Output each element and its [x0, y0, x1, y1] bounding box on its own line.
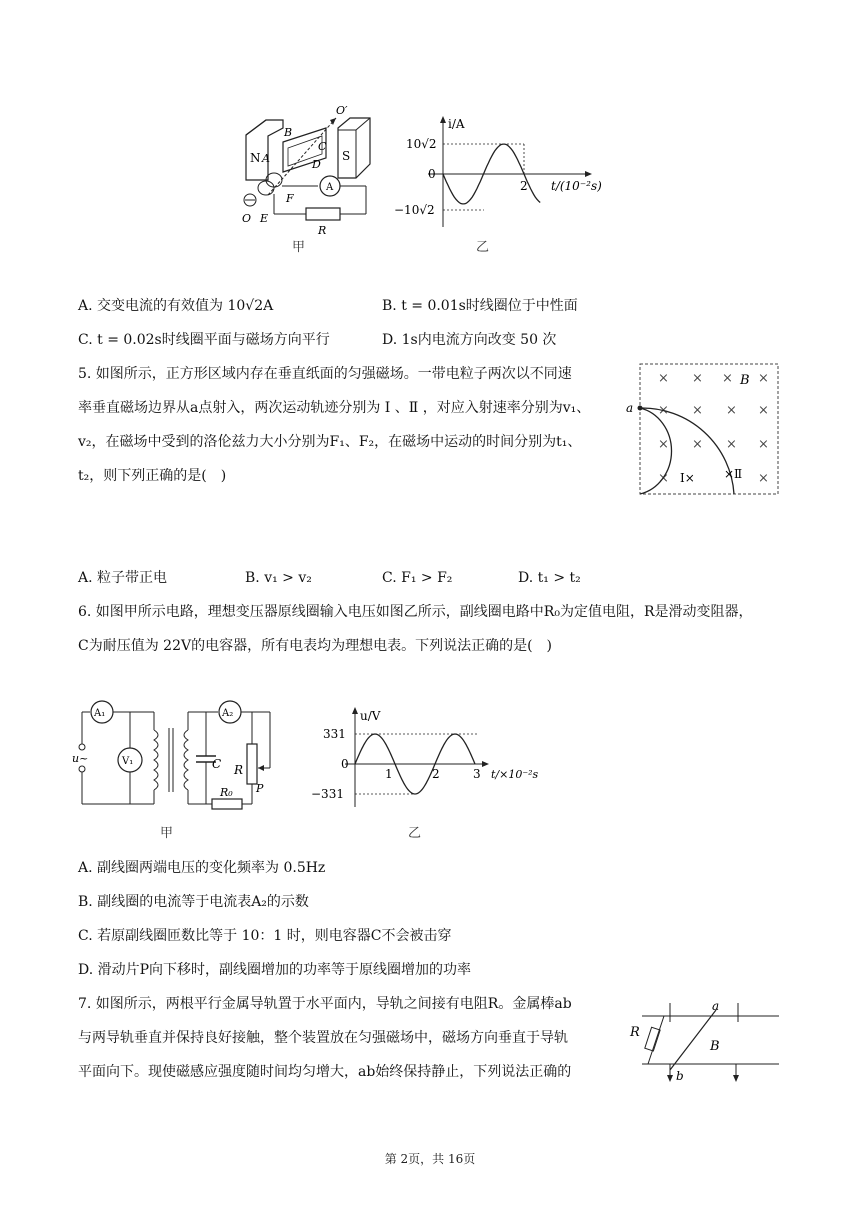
q6-fig-yi-caption: 乙	[408, 826, 422, 841]
q5-text-line-3: v₂，在磁场中受到的洛伦兹力大小分别为F₁、F₂，在磁场中运动的时间分别为t₁、	[78, 434, 582, 450]
q5-trajectory-ii-label: ×Ⅱ	[724, 467, 743, 481]
q5-option-c[interactable]: C. F₁ > F₂	[382, 570, 453, 586]
q6-x-axis-label: t/×10⁻²s	[491, 768, 539, 781]
q6-xtick-3: 3	[473, 767, 481, 781]
coil-a-letter: A	[262, 152, 270, 165]
q6-xtick-1: 1	[385, 767, 393, 781]
ammeter-a1-label: A₁	[94, 708, 106, 719]
capacitor-c-label: C	[212, 757, 222, 771]
q4-ytick-zero: 0	[428, 167, 436, 181]
q7-text-line-2: 与两导轨垂直并保持良好接触，整个装置放在匀强磁场中，磁场方向垂直于导轨	[78, 1030, 568, 1046]
field-cross-mark: ×	[692, 371, 703, 386]
q6-fig-jia-caption: 甲	[160, 826, 174, 841]
q4-option-a[interactable]: A. 交变电流的有效值为 10√2A	[78, 298, 274, 314]
q7-text-line-3: 平面向下。现使磁感应强度随时间均匀增大，ab始终保持静止，下列说法正确的	[78, 1064, 572, 1080]
resistor-r-letter: R	[318, 224, 327, 237]
q5-option-b[interactable]: B. v₁ > v₂	[245, 570, 312, 586]
q4-fig-jia-caption: 甲	[292, 240, 306, 255]
q6-option-a[interactable]: A. 副线圈两端电压的变化频率为 0.5Hz	[78, 860, 326, 876]
q7-text-line-1: 7. 如图所示，两根平行金属导轨置于水平面内，导轨之间接有电阻R。金属棒ab	[78, 996, 572, 1012]
q6-text-line-1: 6. 如图甲所示电路，理想变压器原线圈输入电压如图乙所示，副线圈电路中R₀为定值电阻，R是滑动变阻器，	[78, 604, 753, 620]
q5-magnetic-field-figure	[622, 360, 782, 500]
field-cross-mark: ×	[658, 471, 669, 486]
slider-p-label: P	[256, 782, 264, 795]
input-u-label: u~	[72, 752, 89, 765]
q6-text-line-2: C为耐压值为 22V的电容器，所有电表均为理想电表。下列说法正确的是( )	[78, 638, 553, 654]
axis-o-letter: O	[242, 212, 252, 225]
axis-o-prime-letter: O′	[336, 104, 348, 117]
q5-trajectory-i-label: Ⅰ×	[680, 471, 695, 485]
q6-y-axis-label: u/V	[360, 709, 381, 723]
field-cross-mark: ×	[722, 371, 733, 386]
coil-c-letter: C	[318, 140, 327, 153]
q7-point-b-label: b	[676, 1069, 684, 1083]
q6-xtick-2: 2	[432, 767, 440, 781]
q6-voltage-graph	[305, 702, 585, 812]
magnet-s-letter: S	[342, 149, 351, 163]
q5-option-a[interactable]: A. 粒子带正电	[78, 570, 168, 586]
field-cross-mark: ×	[658, 371, 669, 386]
rheostat-r-label: R	[234, 763, 244, 777]
q5-field-b-label: B	[740, 373, 750, 388]
q7-field-b-label: B	[710, 1039, 720, 1054]
field-cross-mark: ×	[758, 471, 769, 486]
resistor-r0-label: R₀	[220, 786, 233, 799]
q4-y-axis-label: i/A	[448, 117, 465, 131]
coil-d-letter: D	[312, 158, 321, 171]
q4-option-b[interactable]: B. t = 0.01s时线圈位于中性面	[382, 298, 578, 314]
field-cross-mark: ×	[758, 403, 769, 418]
field-cross-mark: ×	[758, 371, 769, 386]
q6-option-c[interactable]: C. 若原副线圈匝数比等于 10：1 时，则电容器C不会被击穿	[78, 928, 452, 944]
q5-point-a-label: a	[626, 401, 634, 415]
q6-ytick-bottom: −331	[311, 787, 344, 801]
field-cross-mark: ×	[692, 403, 703, 418]
q6-ytick-zero: 0	[341, 757, 349, 771]
field-cross-mark: ×	[692, 437, 703, 452]
q5-text-line-2: 率垂直磁场边界从a点射入，两次运动轨迹分别为 Ⅰ 、Ⅱ ，对应入射速率分别为v₁、	[78, 400, 591, 416]
field-cross-mark: ×	[658, 403, 669, 418]
q6-option-b[interactable]: B. 副线圈的电流等于电流表A₂的示数	[78, 894, 309, 910]
q6-option-d[interactable]: D. 滑动片P向下移时，副线圈增加的功率等于原线圈增加的功率	[78, 962, 472, 978]
brush-e-letter: E	[260, 212, 269, 225]
q4-xtick: 2	[520, 179, 528, 193]
ammeter-a-letter: A	[326, 182, 334, 193]
q4-option-d[interactable]: D. 1s内电流方向改变 50 次	[382, 332, 557, 348]
q7-point-a-label: a	[712, 999, 720, 1013]
field-cross-mark: ×	[658, 437, 669, 452]
q5-option-d[interactable]: D. t₁ > t₂	[518, 570, 581, 586]
q7-rails-figure	[624, 998, 784, 1088]
field-cross-mark: ×	[726, 403, 737, 418]
brush-f-letter: F	[286, 192, 294, 205]
field-cross-mark: ×	[726, 437, 737, 452]
ammeter-a2-label: A₂	[222, 708, 234, 719]
page-footer: 第 2页，共 16页	[384, 1152, 476, 1166]
generator-figure	[238, 100, 378, 255]
q4-x-axis-label: t/(10⁻²s)	[551, 179, 602, 193]
q7-resistor-r-label: R	[630, 1025, 640, 1040]
q6-ytick-top: 331	[323, 727, 346, 741]
q4-option-c[interactable]: C. t = 0.02s时线圈平面与磁场方向平行	[78, 332, 330, 348]
q5-text-line-1: 5. 如图所示，正方形区域内存在垂直纸面的匀强磁场。一带电粒子两次以不同速	[78, 366, 572, 382]
q4-ytick-bottom: −10√2	[394, 203, 435, 217]
q4-ytick-top: 10√2	[406, 137, 437, 151]
voltmeter-v1-label: V₁	[122, 756, 134, 767]
magnet-n-letter: N	[250, 151, 261, 165]
coil-b-letter: B	[284, 126, 293, 139]
field-cross-mark: ×	[758, 437, 769, 452]
q4-fig-yi-caption: 乙	[476, 240, 490, 255]
q5-text-line-4: t₂，则下列正确的是( )	[78, 468, 227, 484]
q4-current-graph	[388, 112, 628, 232]
q6-transformer-circuit	[72, 700, 282, 815]
